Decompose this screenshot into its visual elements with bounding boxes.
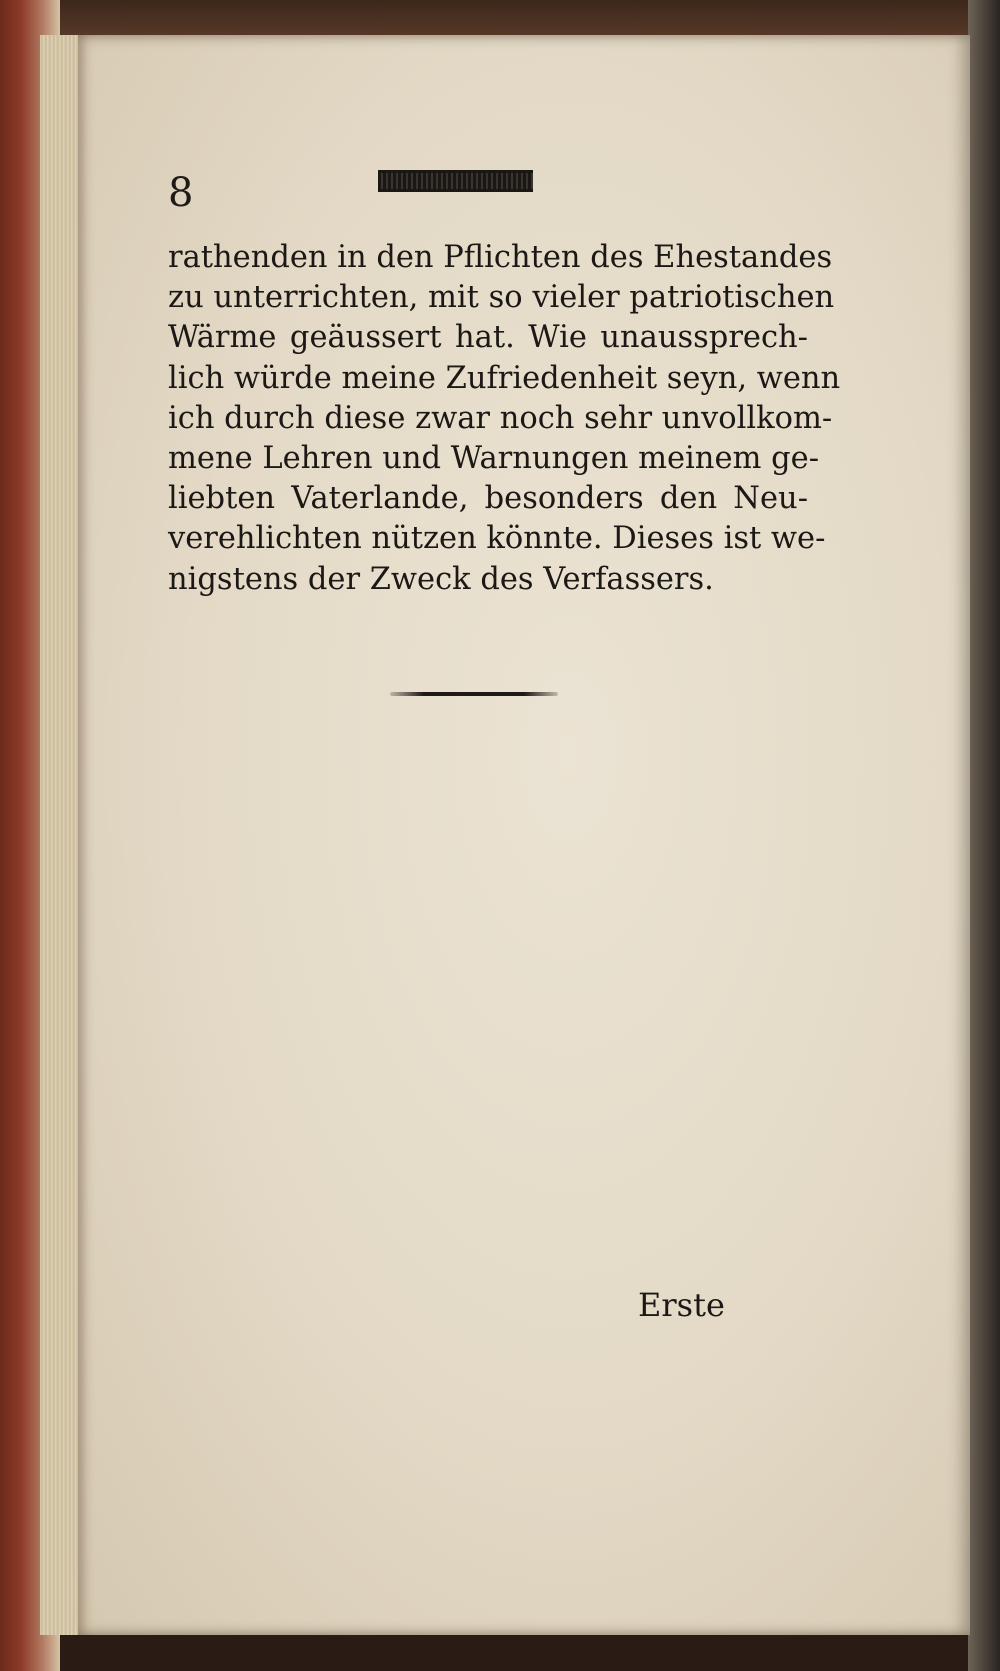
section-end-rule [390, 692, 558, 696]
book-edge-right [968, 0, 1000, 1671]
page-stack-edges [40, 35, 80, 1635]
body-text [168, 238, 841, 600]
text-line: rathenden in den Pflichten des Ehestandes [168, 240, 833, 275]
text-line: mene Lehren und Warnungen meinem ge- [168, 441, 819, 477]
text-line: verehlichten nützen könnte. Dieses ist we- [168, 521, 826, 557]
text-line: liebten Vaterlande, besonders den Neu- [168, 481, 808, 517]
catchword: Erste [638, 1286, 725, 1324]
text-line: Wärme geäussert hat. Wie unaussprech- [168, 320, 808, 356]
text-line: lich würde meine Zufriedenheit seyn, wenn [168, 360, 841, 396]
text-line: nigstens der Zweck des Verfassers. [168, 561, 714, 597]
header-ornament-rule [378, 170, 533, 192]
book-cover-top [0, 0, 1000, 40]
text-line: zu unterrichten, mit so vieler patriotischen [168, 280, 835, 316]
text-line: ich durch diese zwar noch sehr unvollkom- [168, 400, 833, 436]
page-number: 8 [168, 170, 194, 216]
